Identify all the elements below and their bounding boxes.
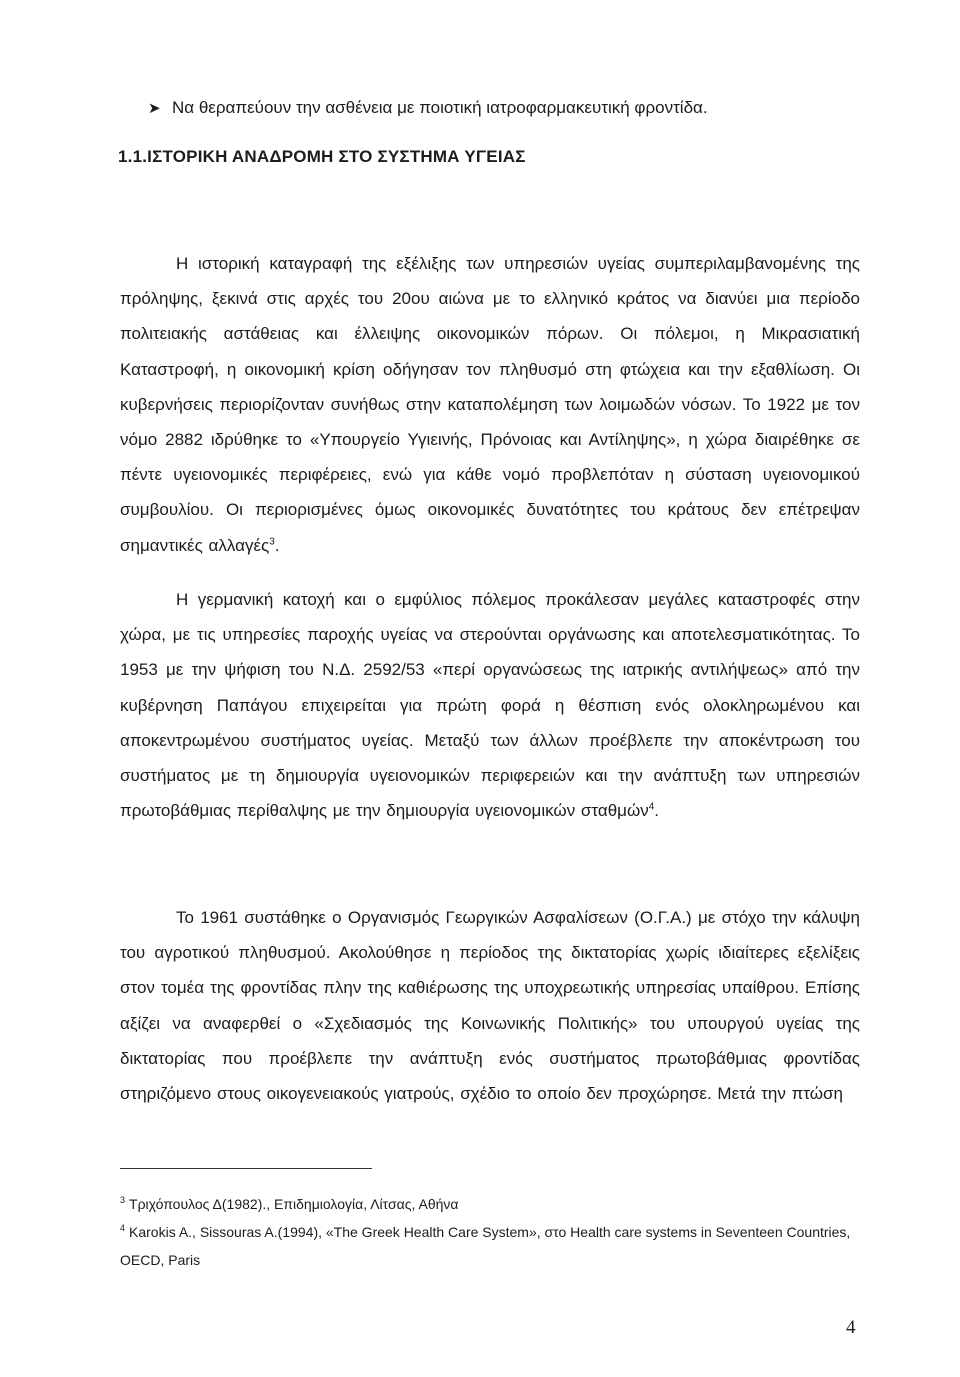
paragraph-1-text: Η ιστορική καταγραφή της εξέλιξης των υπηρεσιών υγείας συμπεριλαμβανομένης της πρόληψης, ξεκινά στις αρχές του 20ου αιώνα με το ελληνικό κράτος να διανύει μια περίοδο πολιτειακής αστάθειας και έλλειψης οικονομικών πόρων. Οι πόλεμοι, η Μικρασιατική Καταστροφή, η οικονομική κρίση οδήγησαν τον πληθυσμό στη φτώχεια και την εξαθλίωση. Οι κυβερνήσεις περιορίζονταν συνήθως στην καταπολέμηση των λοιμωδών νόσων. Το 1922 με τον νόμο 2882 ιδρύθηκε το «Υπουργείο Υγιεινής, Πρόνοιας και Αντίληψης», η χώρα διαιρέθηκε σε πέντε υγειονομικές περιφέρειες, ενώ για κάθε νομό προβλεπόταν η σύσταση υγειονομικού συμβουλίου. Οι περιορισμένες όμως οικονομικές δυνατότητες του κράτους δεν επέτρεψαν σημαντικές αλλαγές	[120, 254, 860, 555]
footnote-3-text: Τριχόπουλος Δ(1982)., Επιδημιολογία, Λίτσας, Αθήνα	[129, 1196, 459, 1212]
footnote-ref-4: 4	[648, 801, 655, 813]
page-number: 4	[846, 1317, 856, 1338]
footnote-3	[120, 1190, 862, 1218]
bullet-text: Να θεραπεύουν την ασθένεια με ποιοτική ιατροφαρμακευτική φροντίδα.	[172, 98, 708, 117]
footnote-4-number: 4	[120, 1223, 126, 1234]
paragraph-1-tail: .	[274, 535, 280, 555]
paragraph-3	[120, 900, 860, 1111]
footnote-ref-3: 3	[269, 535, 275, 547]
paragraph-2-text: Η γερμανική κατοχή και ο εμφύλιος πόλεμος προκάλεσαν μεγάλες καταστροφές στην χώρα, με τις υπηρεσίες παροχής υγείας να στερούνται οργάνωσης και αποτελεσματικότητας. Το 1953 με την ψήφιση του Ν.Δ. 2592/53 «περί οργανώσεως της ιατρικής αντιλήψεως» από την κυβέρνηση Παπάγου επιχειρείται για πρώτη φορά η θέσπιση ενός ολοκληρωμένου και αποκεντρωμένου συστήματος υγείας. Μεταξύ των άλλων προέβλεπε την αποκέντρωση του συστήματος με τη δημιουργία υγειονομικών περιφερειών και την ανάπτυξη των υπηρεσιών πρωτοβάθμιας περίθαλψης με την δημιουργία υγειονομικών σταθμών	[120, 590, 860, 821]
paragraph-3-text: Το 1961 συστάθηκε ο Οργανισμός Γεωργικών Ασφαλίσεων (Ο.Γ.Α.) με στόχο την κάλυψη του αγροτικού πληθυσμού. Ακολούθησε η περίοδος της δικτατορίας χωρίς ιδιαίτερες εξελίξεις στον τομέα της φροντίδας πλην της καθιέρωσης της υποχρεωτικής υπηρεσίας υπαίθρου. Επίσης αξίζει να αναφερθεί ο «Σχεδιασμός της Κοινωνικής Πολιτικής» του υπουργού υγείας της δικτατορίας που προέβλεπε την ανάπτυξη ενός συστήματος πρωτοβάθμιας φροντίδας στηριζόμενο στους οικογενειακούς γιατρούς, σχέδιο το οποίο δεν προχώρησε. Μετά την πτώση	[120, 908, 860, 1104]
footnote-4	[120, 1218, 862, 1274]
section-heading: 1.1.ΙΣΤΟΡΙΚΗ ΑΝΑΔΡΟΜΗ ΣΤΟ ΣΥΣΤΗΜΑ ΥΓΕΙΑΣ	[118, 147, 526, 166]
paragraph-1	[120, 246, 860, 563]
paragraph-2-tail: .	[654, 801, 660, 821]
bullet-item	[148, 96, 868, 121]
footnote-4-text: Karokis A., Sissouras A.(1994), «The Greek Health Care System», στο Health care systems in Seventeen Countries, OECD, Paris	[120, 1224, 851, 1268]
paragraph-2	[120, 582, 860, 828]
footnote-separator	[120, 1168, 372, 1169]
arrow-bullet-icon: ➤	[148, 100, 161, 117]
footnote-3-number: 3	[120, 1195, 126, 1206]
